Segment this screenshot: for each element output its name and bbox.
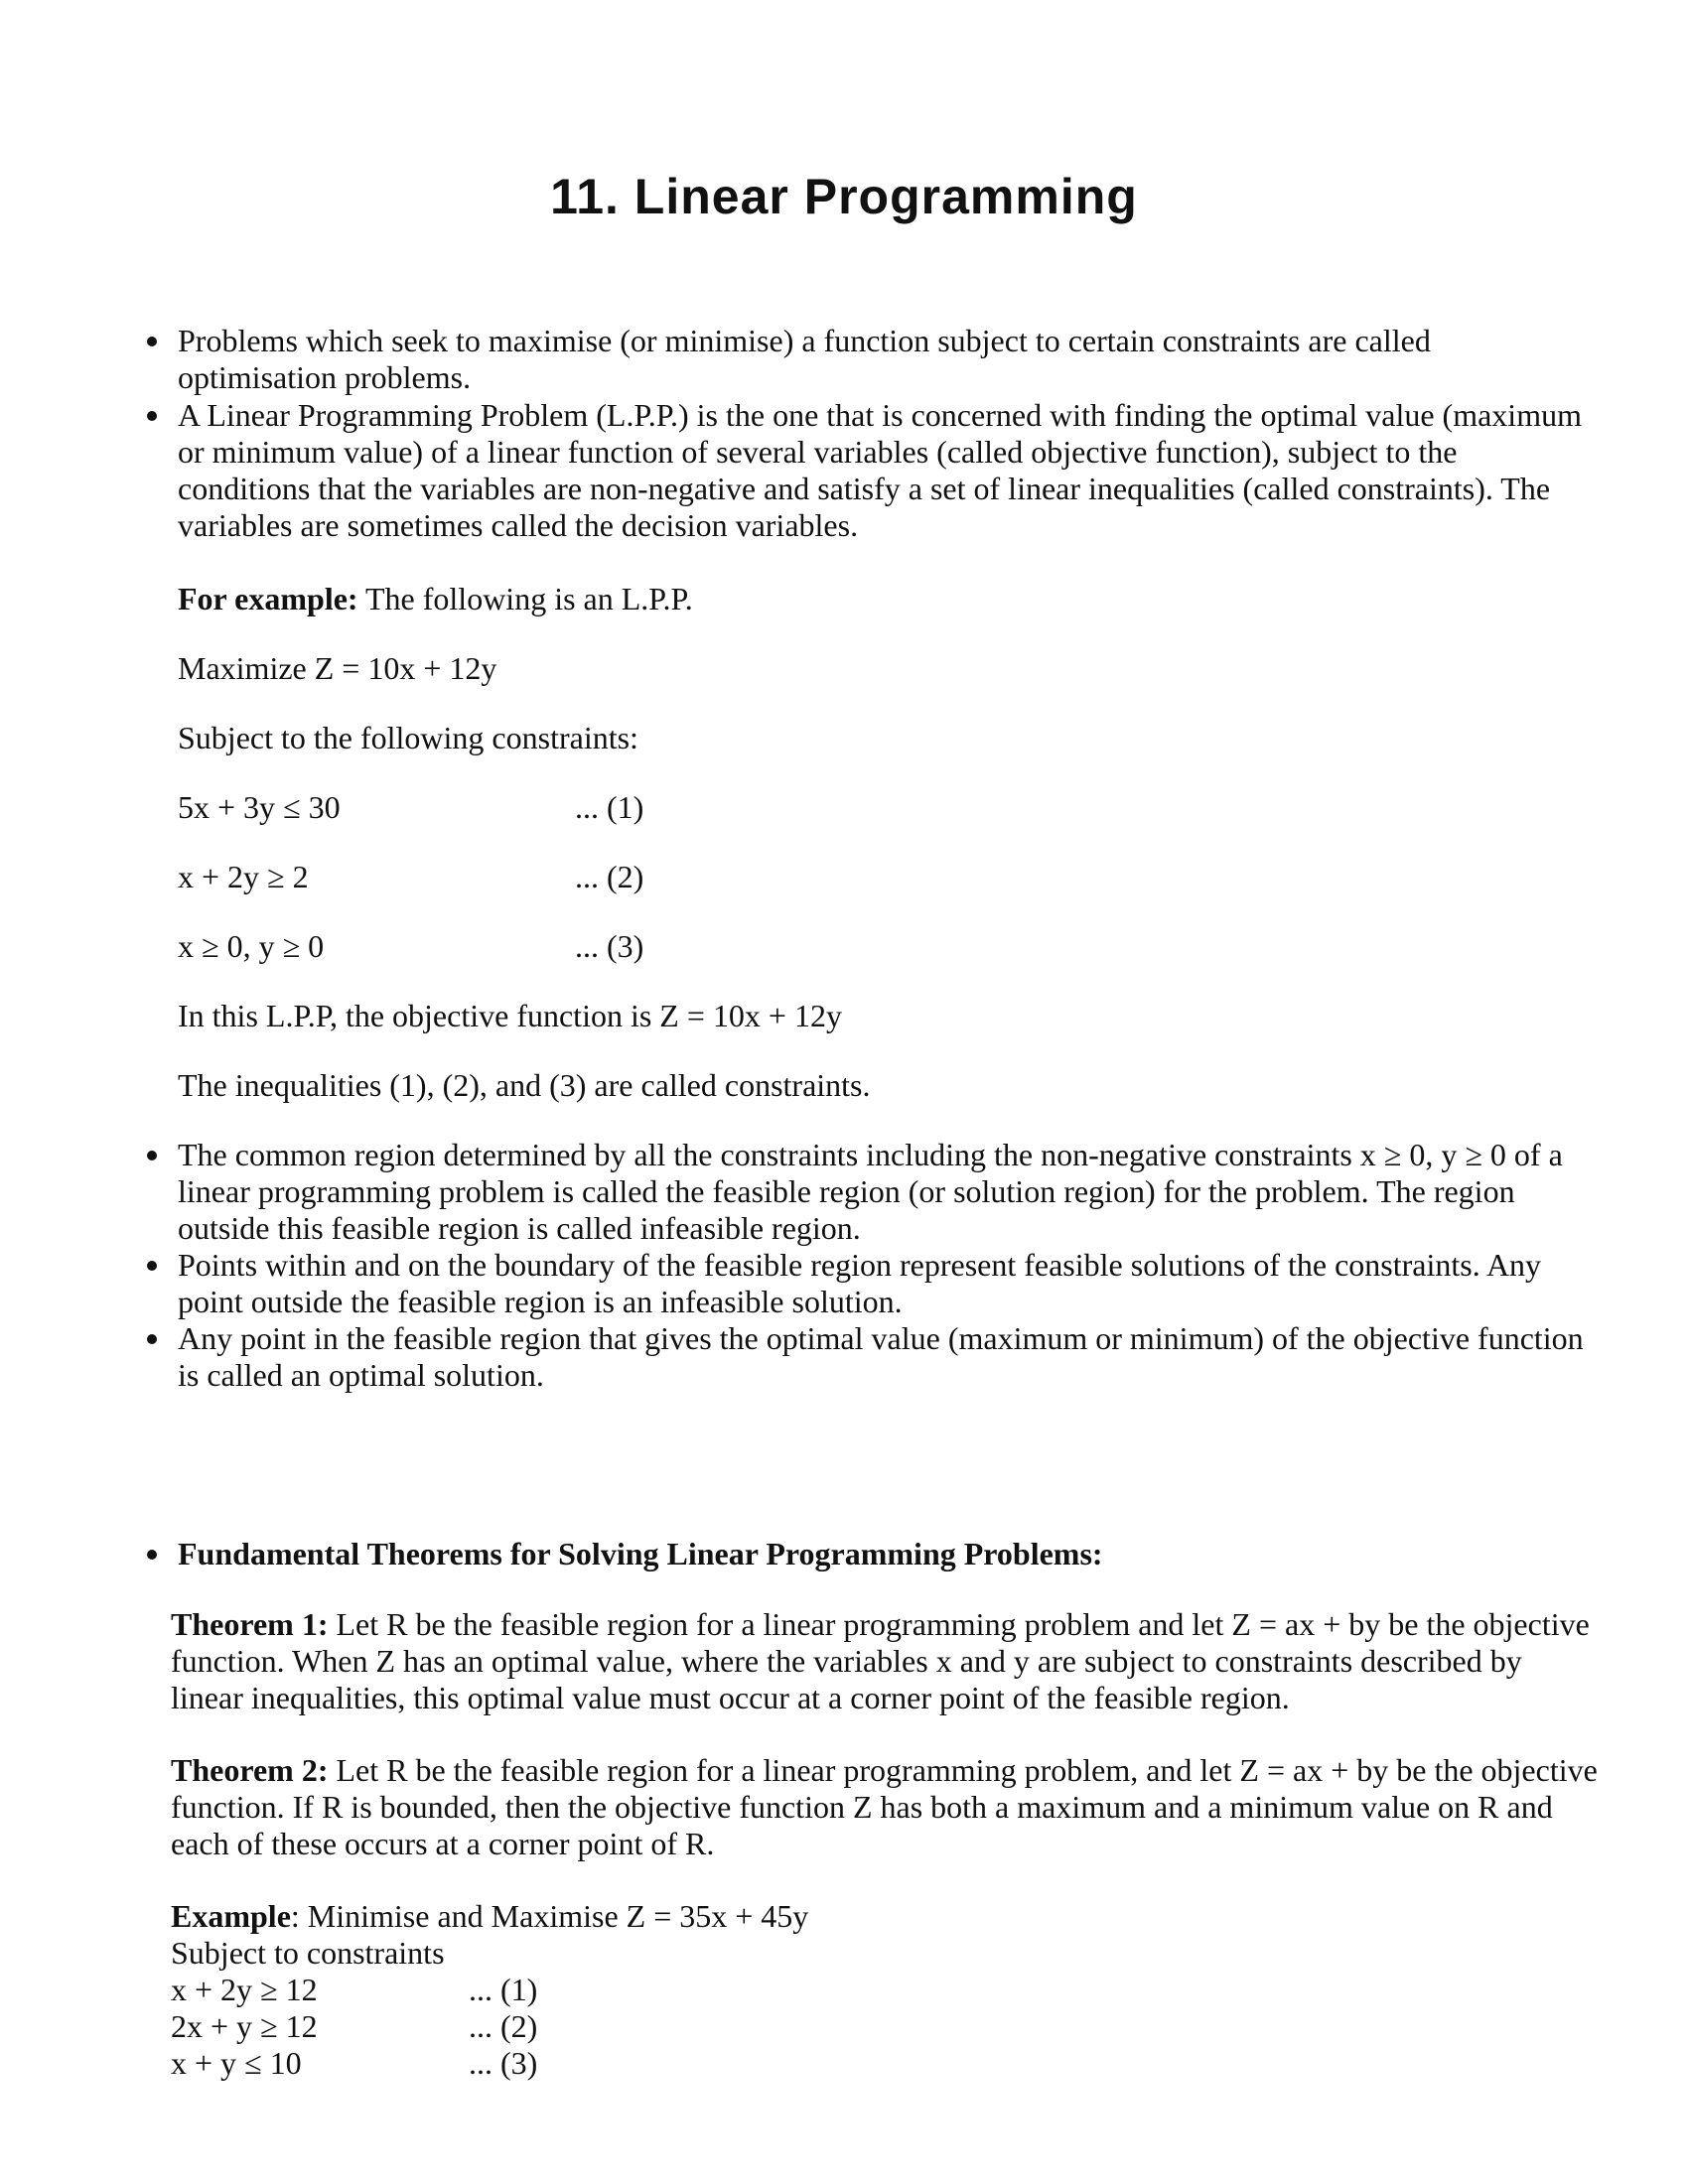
bullet-text: Problems which seek to maximise (or minimise) a function subject to certain constraints are called optimisation problems. [178,323,1431,395]
theorem-2 [171,1752,1601,1862]
constraints-note: The inequalities (1), (2), and (3) are called constraints. [178,1067,871,1103]
example-2-text: : Minimise and Maximise Z = 35x + 45y [290,1898,809,1934]
bullet-text: Any point in the feasible region that gives the optimal value (maximum or minimum) of the objective function is called an optimal solution. [178,1320,1584,1393]
objective-statement: In this L.P.P, the objective function is Z = 10x + 12y [178,998,842,1033]
example-2-constraint-1: x + 2y ≥ 12 [171,1972,318,2007]
example-2-subject: Subject to constraints [171,1935,445,1971]
example-2-statement [171,1898,1601,1935]
example-2-label: Example [171,1898,291,1934]
example-intro-text: The following is an L.P.P. [357,581,693,616]
example-2-constraint-2: 2x + y ≥ 12 [171,2008,318,2044]
theorems-heading: Fundamental Theorems for Solving Linear Programming Problems: [178,1536,1103,1571]
theorem-2-label: Theorem 2: [171,1752,329,1788]
constraint-1-number: ... (1) [575,789,644,825]
bullet-theorems-heading [147,1536,1597,1572]
constraint-2: x + 2y ≥ 2 [178,859,309,894]
example-label: For example: [178,581,358,616]
example-2-constraint-1-number: ... (1) [469,1972,538,2007]
bullet-dot [147,1151,157,1160]
bullet-feasible-solutions [147,1247,1597,1320]
bullet-text: Points within and on the boundary of the feasible region represent feasible solutions of the constraints. Any point outside the feasible region is an infeasible solution. [178,1247,1542,1319]
bullet-dot [147,1550,157,1560]
bullet-feasible-region [147,1137,1597,1247]
constraint-3: x ≥ 0, y ≥ 0 [178,928,325,964]
bullet-optimisation [147,323,1597,396]
theorem-1-label: Theorem 1: [171,1606,329,1642]
bullet-text: A Linear Programming Problem (L.P.P.) is the one that is concerned with finding the optimal value (maximum or minimum value) of a linear function of several variables (called objective function), subject to the conditions that the variables are non-negative and satisfy a set of linear inequalities (called constraints). The variables are sometimes called the decision variables. [178,397,1582,543]
constraint-1: 5x + 3y ≤ 30 [178,789,341,825]
theorem-1-text: Let R be the feasible region for a linear programming problem and let Z = ax + by be the objective function. When Z has an optimal value, where the variables x and y are subject to constraints described by linear inequalities, this optimal value must occur at a corner point of the feasible region. [171,1606,1590,1715]
constraint-3-number: ... (3) [575,928,644,964]
example-intro [178,581,1598,617]
bullet-lpp-definition [147,397,1597,544]
bullet-optimal-solution [147,1320,1597,1394]
objective-maximize: Maximize Z = 10x + 12y [178,650,497,686]
bullet-dot [147,1261,157,1271]
bullet-dot [147,1334,157,1344]
bullet-dot [147,411,157,421]
example-2-constraint-3: x + y ≤ 10 [171,2045,302,2081]
theorem-2-text: Let R be the feasible region for a linear programming problem, and let Z = ax + by be the objective function. If R is bounded, then the objective function Z has both a maximum and a minimum value on R and each of these occurs at a corner point of R. [171,1752,1598,1861]
page-title: 11. Linear Programming [550,169,1138,224]
example-2-constraint-2-number: ... (2) [469,2008,538,2044]
constraint-2-number: ... (2) [575,859,644,894]
bullet-dot [147,337,157,346]
constraints-intro: Subject to the following constraints: [178,720,638,755]
bullet-text: The common region determined by all the constraints including the non-negative constraints x ≥ 0, y ≥ 0 of a linear programming problem is called the feasible region (or solution region) for the problem. The region outside this feasible region is called infeasible region. [178,1137,1563,1246]
theorem-1 [171,1606,1601,1716]
example-2-constraint-3-number: ... (3) [469,2045,538,2081]
